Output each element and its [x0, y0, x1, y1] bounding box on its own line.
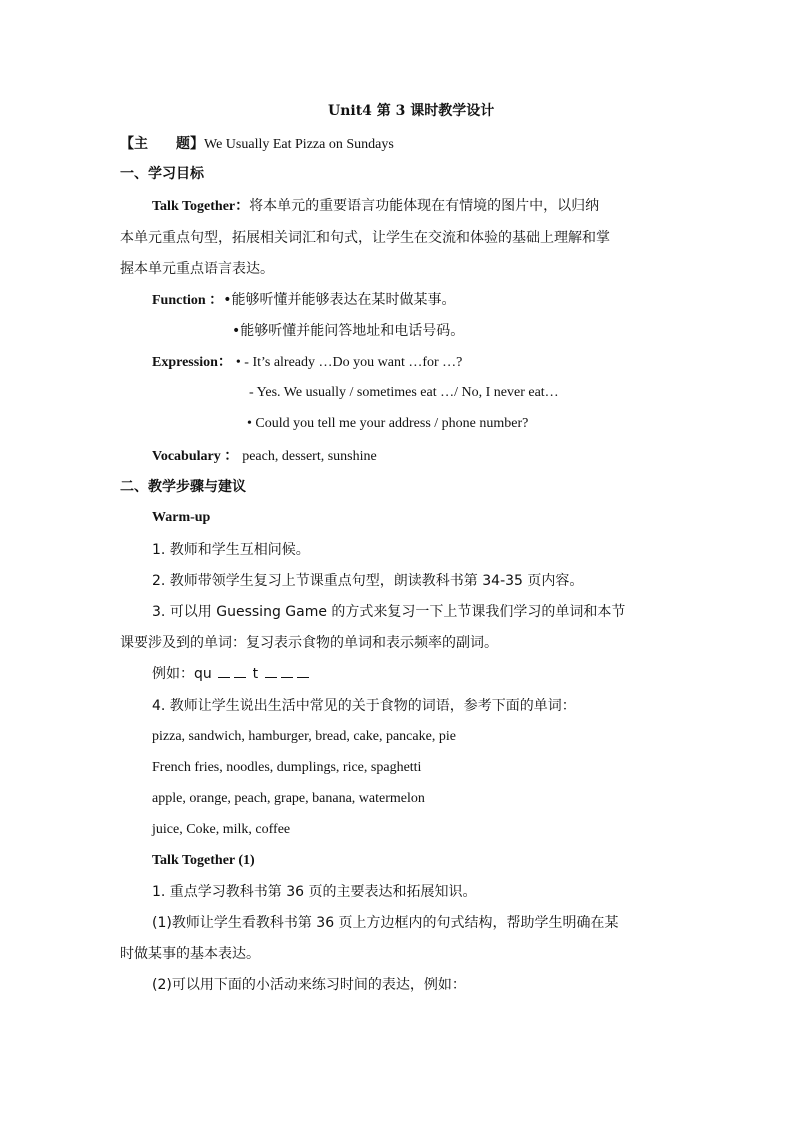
- talk-together-text-3: 握本单元重点语言表达。: [120, 261, 274, 277]
- theme-text: We Usually Eat Pizza on Sundays: [204, 137, 394, 152]
- talk-step-1a-1: (1)教师让学生看教科书第 36 页上方边框内的句式结构，帮助学生明确在某: [152, 915, 619, 931]
- example-line: [152, 664, 311, 684]
- word-list-3: apple, orange, peach, grape, banana, watermelon: [152, 791, 425, 806]
- blank-5: [297, 665, 309, 678]
- function-label: Function ：: [152, 293, 224, 308]
- talk-together-label: Talk Together：: [152, 199, 250, 214]
- vocabulary-line: [152, 446, 377, 467]
- word-list-4: juice, Coke, milk, coffee: [152, 822, 291, 837]
- talk-together-text-1: 将本单元的重要语言功能体现在有情境的图片中，以归纳: [249, 198, 600, 214]
- warmup-step-4: 4. 教师让学生说出生活中常见的关于食物的词语，参考下面的单词：: [152, 698, 576, 714]
- talk-step-1: 1. 重点学习教科书第 36 页的主要表达和拓展知识。: [152, 884, 477, 900]
- vocabulary-text: peach, dessert, sunshine: [242, 449, 377, 464]
- section-heading-1: 一、学习目标: [120, 166, 204, 182]
- blank-3: [265, 665, 277, 678]
- expression-label: Expression：: [152, 355, 232, 370]
- example-mid: t: [252, 666, 259, 682]
- warmup-step-2: 2. 教师带领学生复习上节课重点句型，朗读教科书第 34-35 页内容。: [152, 573, 584, 589]
- function-item-2: •能够听懂并能问答地址和电话号码。: [232, 323, 465, 339]
- word-list-1: pizza, sandwich, hamburger, bread, cake, pancake, pie: [152, 729, 456, 744]
- expression-item-1: • - It’s already …Do you want …for …?: [235, 355, 463, 370]
- warmup-step-3a: 3. 可以用 Guessing Game 的方式来复习一下上节课我们学习的单词和本节: [152, 604, 626, 620]
- talk-together-1-heading: Talk Together (1): [152, 853, 255, 868]
- talk-together-intro-1: [152, 196, 599, 217]
- expression-item-3: • Could you tell me your address / phone number?: [247, 416, 529, 431]
- blank-4: [281, 665, 293, 678]
- talk-together-text-2: 本单元重点句型，拓展相关词汇和句式，让学生在交流和体验的基础上理解和掌: [120, 230, 610, 246]
- theme-label: 【主 题】: [120, 136, 204, 152]
- function-line-1: [152, 290, 455, 311]
- example-label: 例如：qu: [152, 666, 212, 682]
- blank-2: [234, 665, 246, 678]
- section-heading-2: 二、教学步骤与建议: [120, 479, 246, 495]
- word-list-2: French fries, noodles, dumplings, rice, spaghetti: [152, 760, 422, 775]
- page-title: Unit4 第 3 课时教学设计: [328, 103, 495, 119]
- expression-line-1: [152, 352, 462, 373]
- warmup-step-3b: 课要涉及到的单词：复习表示食物的单词和表示频率的副词。: [120, 635, 498, 651]
- blank-1: [218, 665, 230, 678]
- talk-step-1a-2: 时做某事的基本表达。: [120, 946, 260, 962]
- warmup-heading: Warm-up: [152, 510, 211, 525]
- talk-step-1b: (2)可以用下面的小活动来练习时间的表达，例如：: [152, 977, 466, 993]
- function-item-1: •能够听懂并能够表达在某时做某事。: [223, 292, 456, 308]
- warmup-step-1: 1. 教师和学生互相问候。: [152, 542, 310, 558]
- expression-item-2: - Yes. We usually / sometimes eat …/ No, I never eat…: [249, 385, 559, 400]
- vocabulary-label: Vocabulary ：: [152, 449, 239, 464]
- theme-line: [120, 134, 394, 155]
